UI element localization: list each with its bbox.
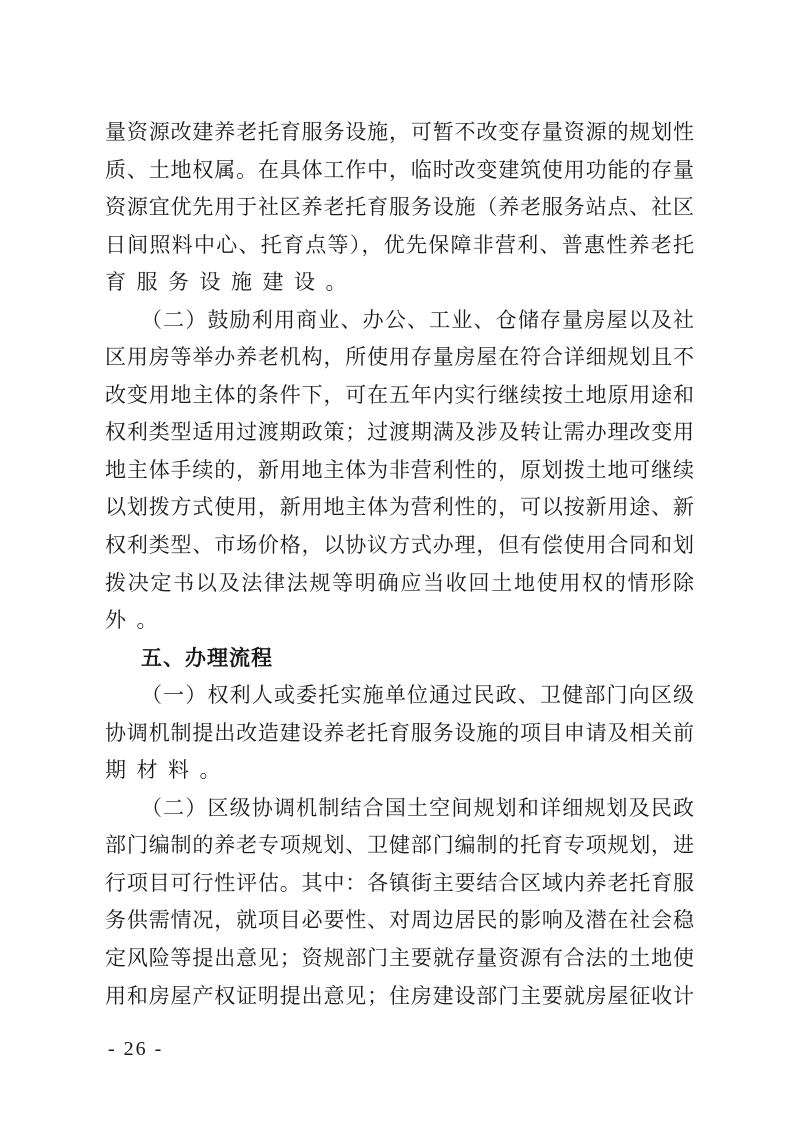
text-line: 改变用地主体的条件下，可在五年内实行继续按土地原用途和 (105, 382, 694, 407)
text-line: 拨决定书以及法律法规等明确应当收回土地使用权的情形除 (105, 570, 694, 595)
text-line: 以划拨方式使用，新用地主体为营利性的，可以按新用途、新 (105, 495, 694, 520)
text-line: 育服务设施建设。 (105, 270, 357, 295)
text-line: 资源宜优先用于社区养老托育服务设施（养老服务站点、社区 (105, 195, 694, 220)
text-line: 定风险等提出意见；资规部门主要就存量资源有合法的土地使 (105, 946, 694, 971)
text-line: 地主体手续的，新用地主体为非营利性的，原划拨土地可继续 (105, 457, 694, 482)
text-line: 外。 (105, 608, 168, 633)
paragraph (105, 790, 694, 1015)
text-line: 量资源改建养老托育服务设施，可暂不改变存量资源的规划性 (105, 120, 694, 144)
text-line: 务供需情况，就项目必要性、对周边居民的影响及潜在社会稳 (105, 908, 694, 933)
text-line: 期材料。 (105, 758, 231, 783)
document-body (105, 114, 694, 1015)
paragraph (105, 302, 694, 640)
text-line: 权利类型、市场价格，以协议方式办理，但有偿使用合同和划 (105, 533, 694, 558)
text-line: 行项目可行性评估。其中：各镇街主要结合区域内养老托育服 (105, 870, 694, 895)
text-line: 部门编制的养老专项规划、卫健部门编制的托育专项规划，进 (105, 833, 694, 858)
text-line: （二）区级协调机制结合国土空间规划和详细规划及民政 (141, 795, 694, 820)
text-line: （一）权利人或委托实施单位通过民政、卫健部门向区级 (141, 683, 694, 708)
text-line: 协调机制提出改造建设养老托育服务设施的项目申请及相关前 (105, 720, 694, 745)
paragraph (105, 677, 694, 790)
text-line: 用和房屋产权证明提出意见；住房建设部门主要就房屋征收计 (105, 983, 694, 1008)
text-line: （二）鼓励利用商业、办公、工业、仓储存量房屋以及社 (141, 307, 694, 332)
text-line: 质、土地权属。在具体工作中，临时改变建筑使用功能的存量 (105, 157, 694, 182)
text-line: 区用房等举办养老机构，所使用存量房屋在符合详细规划且不 (105, 345, 694, 370)
page-number: - 26 - (108, 1038, 164, 1060)
paragraph (105, 114, 694, 302)
text-line: 日间照料中心、托育点等），优先保障非营利、普惠性养老托 (105, 232, 694, 257)
section-heading: 五、办理流程 (141, 645, 273, 670)
text-line: 权利类型适用过渡期政策；过渡期满及涉及转让需办理改变用 (105, 420, 694, 445)
